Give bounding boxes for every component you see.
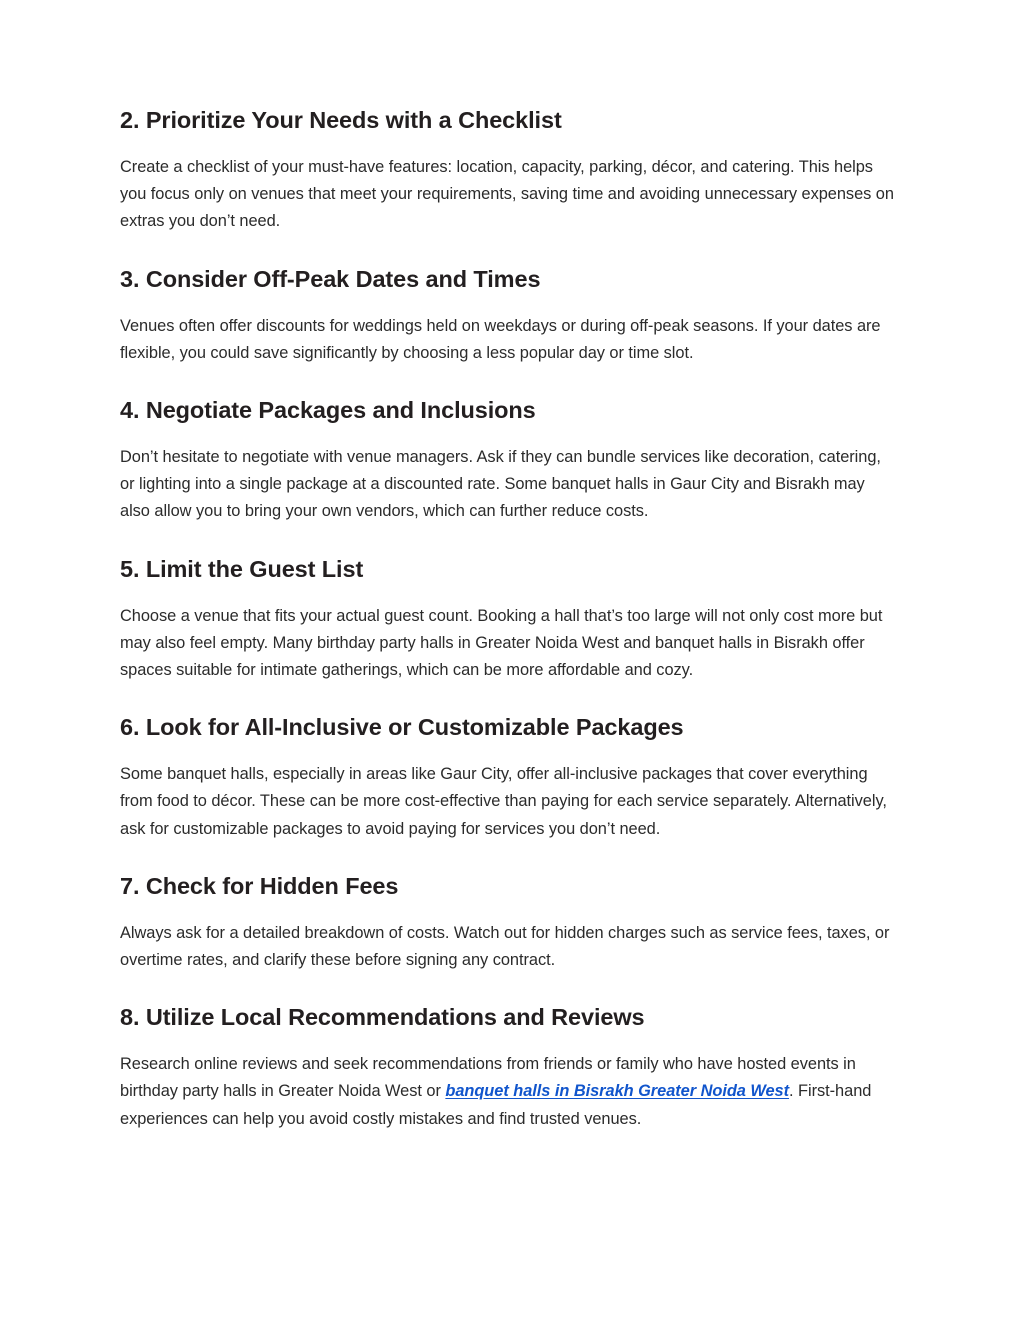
section-heading: 6. Look for All-Inclusive or Customizable Packages	[120, 714, 684, 741]
section-5	[120, 554, 895, 685]
section-paragraph: Don’t hesitate to negotiate with venue managers. Ask if they can bundle services like decoration, catering, or lighting into a single package at a discounted rate. Some banquet halls in Gaur City and Bisrakh may also allow you to bring your own vendors, which can further reduce costs.	[120, 448, 881, 521]
section-6	[120, 712, 895, 843]
section-2	[120, 105, 895, 236]
section-3	[120, 264, 895, 367]
section-heading: 7. Check for Hidden Fees	[120, 872, 399, 899]
section-paragraph: Create a checklist of your must-have features: location, capacity, parking, décor, and catering. This helps you focus only on venues that meet your requirements, saving time and avoiding unnecessary expenses on extras you don’t need.	[120, 158, 894, 231]
section-paragraph: Always ask for a detailed breakdown of costs. Watch out for hidden charges such as service fees, taxes, or overtime rates, and clarify these before signing any contract.	[120, 923, 890, 970]
section-heading: 2. Prioritize Your Needs with a Checklist	[120, 107, 562, 133]
section-heading: 8. Utilize Local Recommendations and Reviews	[120, 1004, 645, 1031]
section-7	[120, 871, 895, 974]
section-paragraph	[120, 1051, 895, 1133]
banquet-halls-bisrakh-link[interactable]: banquet halls in Bisrakh Greater Noida West	[445, 1082, 790, 1101]
section-paragraph: Venues often offer discounts for weddings held on weekdays or during off-peak seasons. If your dates are flexible, you could save significantly by choosing a less popular day or time slot.	[120, 316, 881, 362]
paragraph-text-after-link: . First-hand experiences can help you avoid costly mistakes and find trusted venues.	[120, 1082, 872, 1128]
article-content	[120, 105, 895, 1133]
section-heading: 3. Consider Off-Peak Dates and Times	[120, 265, 541, 292]
section-paragraph: Some banquet halls, especially in areas like Gaur City, offer all-inclusive packages that cover everything from food to décor. These can be more cost-effective than paying for each service separately. Alternatively, ask for customizable packages to avoid paying for services you don’t need.	[120, 765, 887, 838]
paragraph-text-before-link: Research online reviews and seek recommendations from friends or family who have hosted events in birthday party halls in Greater Noida West or	[120, 1055, 856, 1101]
section-heading: 4. Negotiate Packages and Inclusions	[120, 397, 536, 424]
section-8	[120, 1002, 895, 1133]
section-heading: 5. Limit the Guest List	[120, 555, 364, 582]
section-4	[120, 395, 895, 526]
section-paragraph: Choose a venue that fits your actual guest count. Booking a hall that’s too large will not only cost more but may also feel empty. Many birthday party halls in Greater Noida West and banquet halls in Bisrakh offer spaces suitable for intimate gatherings, which can be more affordable and cozy.	[120, 606, 883, 680]
